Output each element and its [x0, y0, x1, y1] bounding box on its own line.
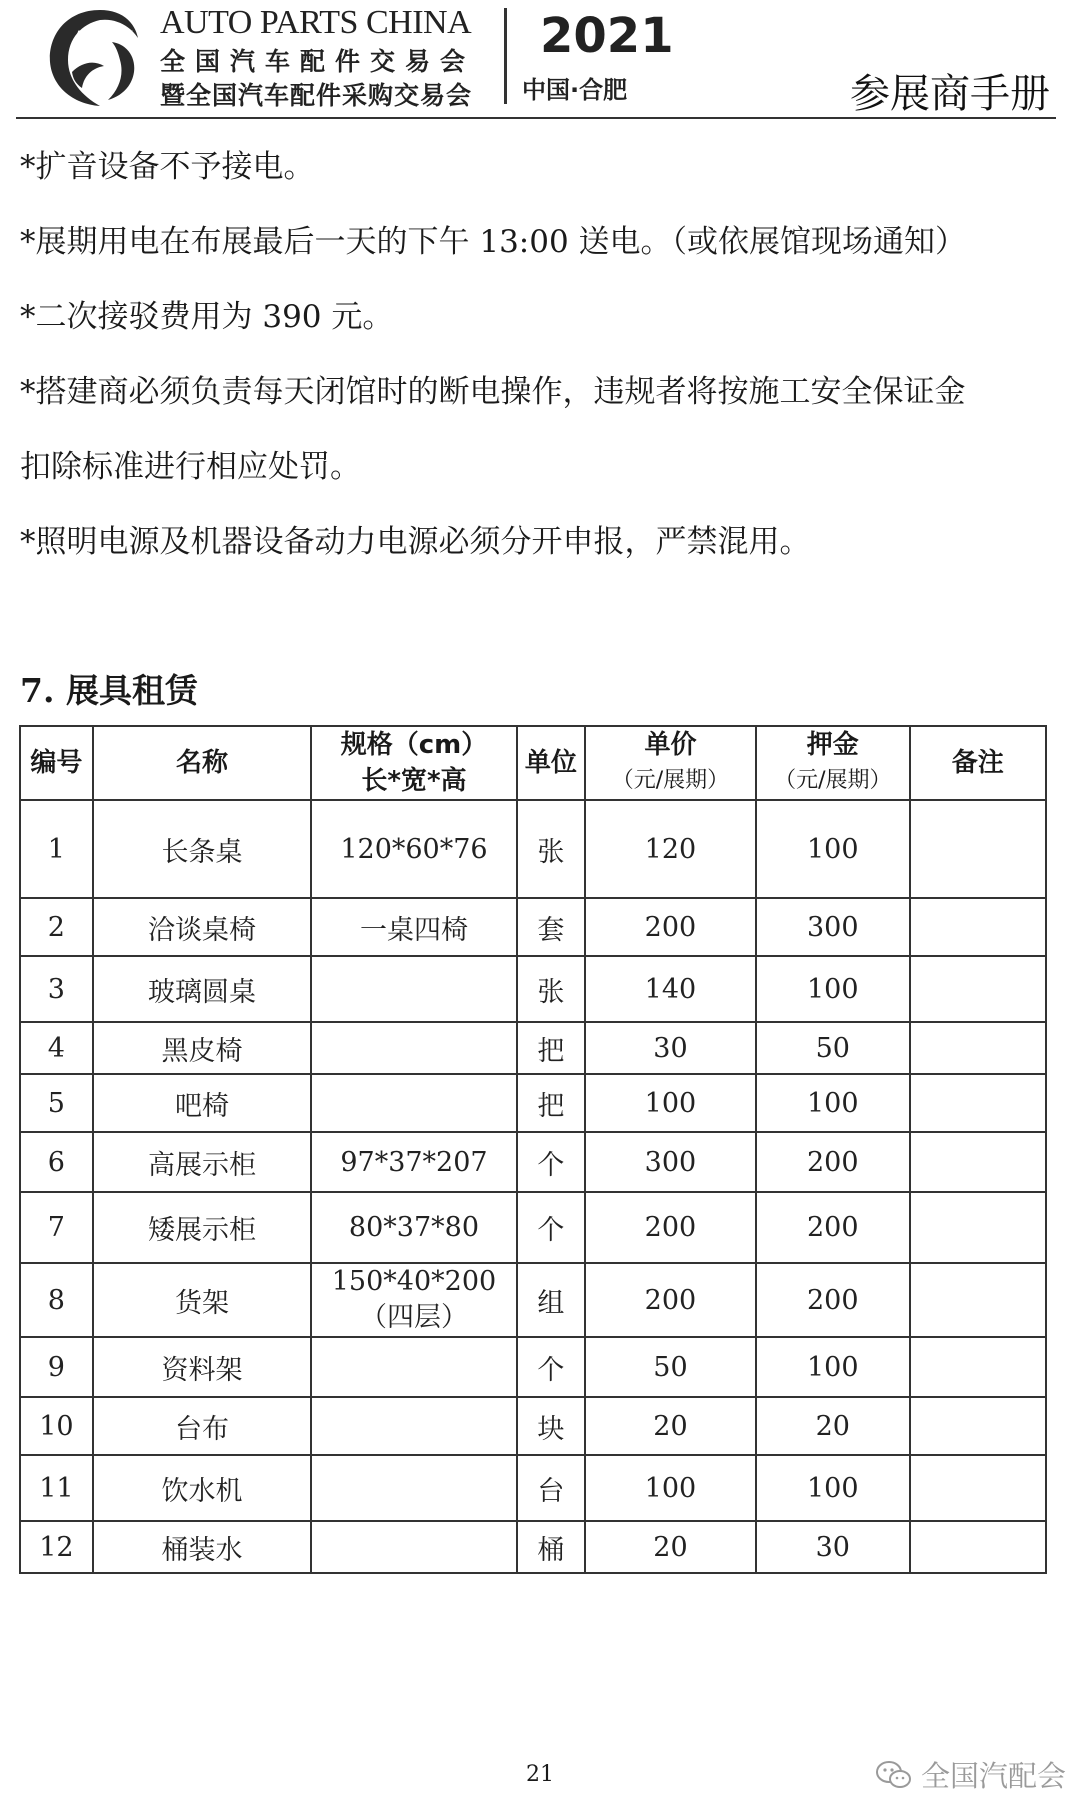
wechat-icon — [875, 1759, 913, 1791]
cell-deposit: 100 — [756, 956, 910, 1022]
table-row — [20, 1455, 1046, 1521]
apcex-logo-icon — [42, 2, 160, 110]
note-line: *搭建商必须负责每天闭馆时的断电操作，违规者将按施工安全保证金 — [20, 374, 966, 410]
cell-remark — [910, 1074, 1046, 1132]
cell-no: 10 — [20, 1397, 93, 1455]
cell-name: 矮展示柜 — [93, 1192, 311, 1263]
cell-spec: 80*37*80 — [311, 1192, 517, 1263]
cell-unit: 个 — [517, 1337, 585, 1397]
cell-price: 20 — [585, 1397, 756, 1455]
cell-no: 1 — [20, 800, 93, 898]
logo-text: APCEX — [74, 27, 134, 46]
cell-price: 50 — [585, 1337, 756, 1397]
cell-deposit: 100 — [756, 1337, 910, 1397]
col-header-deposit — [756, 726, 910, 800]
cell-remark — [910, 1022, 1046, 1074]
page-header — [0, 0, 1080, 118]
col-header-price — [585, 726, 756, 800]
page-number: 21 — [526, 1762, 554, 1787]
cell-deposit: 100 — [756, 800, 910, 898]
cell-spec — [311, 956, 517, 1022]
cell-price: 20 — [585, 1521, 756, 1573]
cell-spec: 一桌四椅 — [311, 898, 517, 956]
cell-unit: 桶 — [517, 1521, 585, 1573]
note-line: *二次接驳费用为 390 元。 — [20, 299, 394, 335]
cell-price: 140 — [585, 956, 756, 1022]
cell-deposit: 20 — [756, 1397, 910, 1455]
col-header-price-label: 单价 — [644, 730, 697, 760]
cell-no: 7 — [20, 1192, 93, 1263]
cell-deposit: 200 — [756, 1132, 910, 1192]
col-header-spec — [311, 726, 517, 800]
cell-price: 200 — [585, 898, 756, 956]
cell-remark — [910, 1263, 1046, 1337]
cell-spec — [311, 1337, 517, 1397]
cell-price: 300 — [585, 1132, 756, 1192]
cell-no: 11 — [20, 1455, 93, 1521]
table-row — [20, 1337, 1046, 1397]
note-line: 扣除标准进行相应处罚。 — [20, 449, 361, 485]
cell-remark — [910, 1337, 1046, 1397]
cell-deposit: 200 — [756, 1263, 910, 1337]
cell-remark — [910, 1397, 1046, 1455]
cell-unit: 组 — [517, 1263, 585, 1337]
cell-no: 2 — [20, 898, 93, 956]
table-body — [20, 800, 1046, 1573]
event-year: 2021 — [540, 8, 674, 64]
table-row — [20, 1132, 1046, 1192]
cell-name: 高展示柜 — [93, 1132, 311, 1192]
col-header-name: 名称 — [93, 726, 311, 800]
cell-remark — [910, 898, 1046, 956]
section-title: 7. 展具租赁 — [20, 671, 198, 710]
cell-deposit: 100 — [756, 1074, 910, 1132]
table-row — [20, 1521, 1046, 1573]
handbook-title: 参展商手册 — [850, 71, 1050, 117]
cell-remark — [910, 1192, 1046, 1263]
cell-spec — [311, 1397, 517, 1455]
cell-name: 桶装水 — [93, 1521, 311, 1573]
event-city: 中国·合肥 — [522, 76, 628, 104]
cell-no: 9 — [20, 1337, 93, 1397]
cell-no: 12 — [20, 1521, 93, 1573]
cell-deposit: 200 — [756, 1192, 910, 1263]
notes-list — [20, 130, 1060, 580]
cell-price: 100 — [585, 1074, 756, 1132]
cell-no: 8 — [20, 1263, 93, 1337]
col-header-deposit-sub: （元/展期） — [774, 768, 892, 793]
table-header-row — [20, 726, 1046, 800]
col-header-deposit-label: 押金 — [806, 730, 859, 760]
cell-price: 100 — [585, 1455, 756, 1521]
cell-spec — [311, 1074, 517, 1132]
cell-remark — [910, 1455, 1046, 1521]
brand-english-name: AUTO PARTS CHINA — [160, 4, 472, 41]
cell-spec — [311, 1263, 517, 1337]
cell-no: 6 — [20, 1132, 93, 1192]
cell-remark — [910, 956, 1046, 1022]
cell-remark — [910, 1132, 1046, 1192]
table-row — [20, 898, 1046, 956]
cell-unit: 个 — [517, 1132, 585, 1192]
cell-name: 台布 — [93, 1397, 311, 1455]
cell-unit: 套 — [517, 898, 585, 956]
cell-spec: 120*60*76 — [311, 800, 517, 898]
cell-price: 120 — [585, 800, 756, 898]
cell-name: 洽谈桌椅 — [93, 898, 311, 956]
col-header-remark: 备注 — [910, 726, 1046, 800]
col-header-spec-label: 规格（cm） — [340, 730, 488, 760]
table-row — [20, 1074, 1046, 1132]
cell-unit: 台 — [517, 1455, 585, 1521]
cell-deposit: 100 — [756, 1455, 910, 1521]
cell-spec — [311, 1455, 517, 1521]
note-line: *展期用电在布展最后一天的下午 13:00 送电。（或依展馆现场通知） — [20, 224, 967, 260]
rental-table — [19, 725, 1047, 1574]
cell-remark — [910, 1521, 1046, 1573]
wechat-watermark — [875, 1754, 1066, 1795]
cell-spec-line: 150*40*200 — [331, 1266, 497, 1297]
cell-name: 货架 — [93, 1263, 311, 1337]
cell-unit: 张 — [517, 800, 585, 898]
cell-unit: 把 — [517, 1022, 585, 1074]
cell-name: 玻璃圆桌 — [93, 956, 311, 1022]
cell-name: 饮水机 — [93, 1455, 311, 1521]
table-row — [20, 1022, 1046, 1074]
note-line: *照明电源及机器设备动力电源必须分开申报，严禁混用。 — [20, 524, 811, 560]
cell-unit: 张 — [517, 956, 585, 1022]
cell-spec-line: （四层） — [359, 1302, 468, 1333]
cell-name: 吧椅 — [93, 1074, 311, 1132]
col-header-no: 编号 — [20, 726, 93, 800]
col-header-price-sub: （元/展期） — [611, 768, 730, 793]
header-divider — [504, 8, 507, 104]
cell-spec — [311, 1521, 517, 1573]
table-row — [20, 1192, 1046, 1263]
cell-name: 黑皮椅 — [93, 1022, 311, 1074]
table-row — [20, 1263, 1046, 1337]
cell-spec — [311, 1022, 517, 1074]
header-rule — [16, 117, 1056, 119]
table-row — [20, 800, 1046, 898]
cell-unit: 块 — [517, 1397, 585, 1455]
cell-no: 3 — [20, 956, 93, 1022]
table-row — [20, 1397, 1046, 1455]
cell-deposit: 50 — [756, 1022, 910, 1074]
cell-no: 4 — [20, 1022, 93, 1074]
col-header-spec-sub: 长*宽*高 — [361, 766, 467, 796]
cell-unit: 个 — [517, 1192, 585, 1263]
watermark-text: 全国汽配会 — [920, 1759, 1066, 1793]
cell-unit: 把 — [517, 1074, 585, 1132]
col-header-unit: 单位 — [517, 726, 585, 800]
cell-remark — [910, 800, 1046, 898]
cell-deposit: 30 — [756, 1521, 910, 1573]
brand-chinese-name: 全国汽车配件交易会 — [160, 47, 476, 76]
cell-deposit: 300 — [756, 898, 910, 956]
cell-price: 30 — [585, 1022, 756, 1074]
cell-price: 200 — [585, 1192, 756, 1263]
brand-chinese-subname: 暨全国汽车配件采购交易会 — [160, 81, 473, 110]
cell-price: 200 — [585, 1263, 756, 1337]
note-line: *扩音设备不予接电。 — [20, 149, 315, 185]
cell-no: 5 — [20, 1074, 93, 1132]
cell-name: 长条桌 — [93, 800, 311, 898]
cell-name: 资料架 — [93, 1337, 311, 1397]
table-row — [20, 956, 1046, 1022]
cell-spec: 97*37*207 — [311, 1132, 517, 1192]
